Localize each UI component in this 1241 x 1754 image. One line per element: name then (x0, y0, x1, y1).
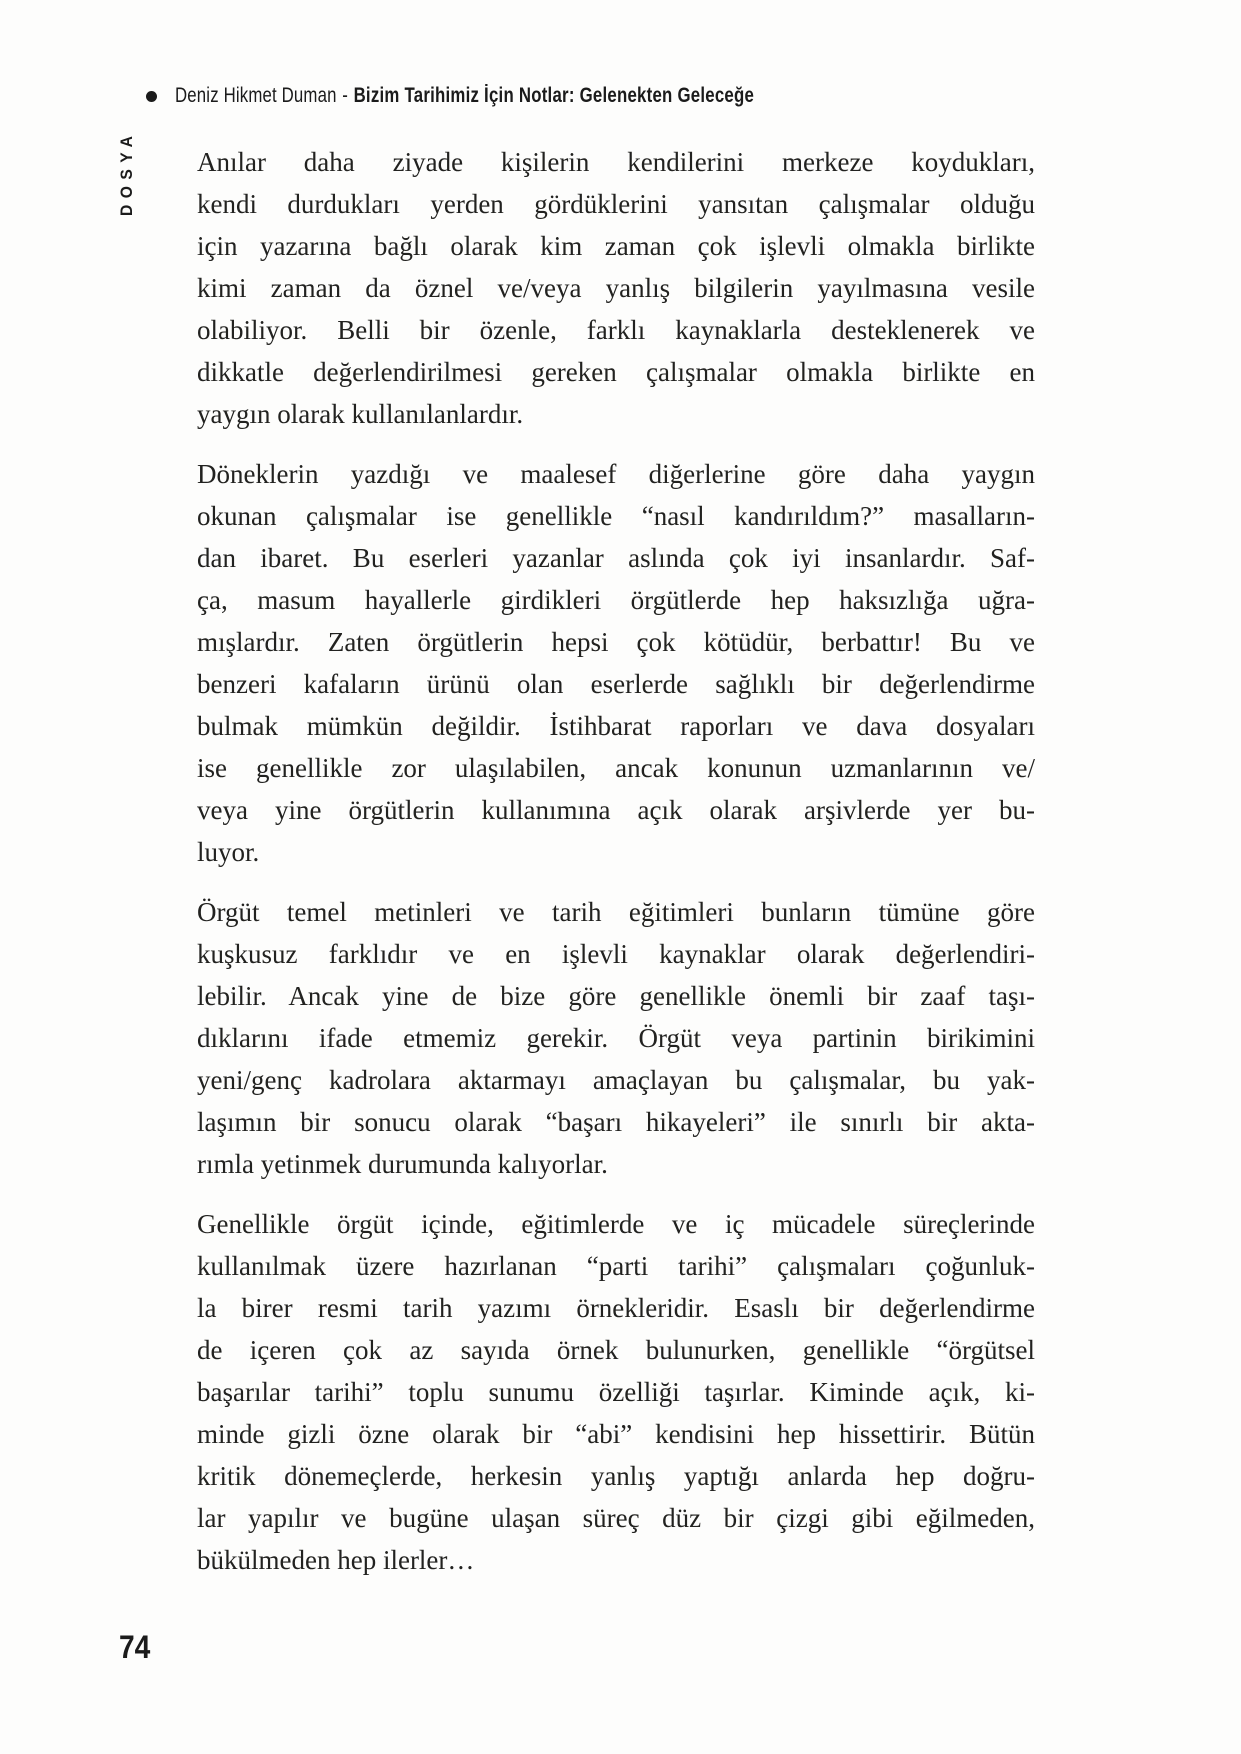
text-line: bükülmeden hep ilerler… (197, 1545, 475, 1575)
text-line: dıklarını ifade etmemiz gerekir. Örgüt veya partinin birikimini (197, 1023, 1035, 1053)
paragraph (197, 453, 1035, 873)
header-author: Deniz Hikmet Duman (175, 84, 337, 107)
body-text (197, 141, 1035, 1599)
text-line: Genellikle örgüt içinde, eğitimlerde ve iç mücadele süreçlerinde (197, 1209, 1035, 1239)
text-line: yaygın olarak kullanılanlardır. (197, 399, 524, 429)
text-line: lar yapılır ve bugüne ulaşan süreç düz bir çizgi gibi eğilmeden, (197, 1503, 1035, 1533)
paragraph (197, 891, 1035, 1185)
text-line: Döneklerin yazdığı ve maalesef diğerlerine göre daha yaygın (197, 459, 1035, 489)
text-line: luyor. (197, 837, 260, 867)
text-line: kullanılmak üzere hazırlanan “parti tarihi” çalışmaları çoğunluk- (197, 1251, 1035, 1281)
text-line: okunan çalışmalar ise genellikle “nasıl kandırıldım?” masalların- (197, 501, 1035, 531)
text-line: mışlardır. Zaten örgütlerin hepsi çok kötüdür, berbattır! Bu ve (197, 627, 1035, 657)
header-title: Bizim Tarihimiz İçin Notlar: Gelenekten Geleceğe (353, 84, 755, 107)
text-line: kuşkusuz farklıdır ve en işlevli kaynaklar olarak değerlendiri- (197, 939, 1035, 969)
text-line: benzeri kafaların ürünü olan eserlerde sağlıklı bir değerlendirme (197, 669, 1035, 699)
text-line: de içeren çok az sayıda örnek bulunurken, genellikle “örgütsel (197, 1335, 1035, 1365)
page-number: 74 (119, 1629, 151, 1665)
text-line: minde gizli özne olarak bir “abi” kendisini hep hissettirir. Bütün (197, 1419, 1035, 1449)
dosya-label: DOSYA (117, 129, 136, 216)
text-line: ça, masum hayallerle girdikleri örgütlerde hep haksızlığa uğra- (197, 585, 1035, 615)
text-line: kritik dönemeçlerde, herkesin yanlış yaptığı anlarda hep doğru- (197, 1461, 1035, 1491)
text-line: dikkatle değerlendirilmesi gereken çalışmalar olmakla birlikte en (197, 357, 1035, 387)
text-line: Örgüt temel metinleri ve tarih eğitimleri bunların tümüne göre (197, 897, 1035, 927)
paragraph (197, 141, 1035, 435)
text-line: kendi durdukları yerden gördüklerini yansıtan çalışmalar olduğu (197, 189, 1035, 219)
text-line: olabiliyor. Belli bir özenle, farklı kaynaklarla desteklenerek ve (197, 315, 1035, 345)
paragraph (197, 1203, 1035, 1581)
text-line: veya yine örgütlerin kullanımına açık olarak arşivlerde yer bu- (197, 795, 1035, 825)
text-line: yeni/genç kadrolara aktarmayı amaçlayan bu çalışmalar, bu yak- (197, 1065, 1035, 1095)
page-header (146, 84, 899, 108)
text-line: bulmak mümkün değildir. İstihbarat raporları ve dava dosyaları (197, 711, 1035, 741)
text-line: laşımın bir sonucu olarak “başarı hikayeleri” ile sınırlı bir akta- (197, 1107, 1035, 1137)
text-line: rımla yetinmek durumunda kalıyorlar. (197, 1149, 608, 1179)
text-line: kimi zaman da öznel ve/veya yanlış bilgilerin yayılmasına vesile (197, 273, 1035, 303)
text-line: Anılar daha ziyade kişilerin kendilerini merkeze koydukları, (197, 147, 1035, 177)
text-line: dan ibaret. Bu eserleri yazanlar aslında çok iyi insanlardır. Saf- (197, 543, 1035, 573)
text-line: başarılar tarihi” toplu sunumu özelliği taşırlar. Kiminde açık, ki- (197, 1377, 1035, 1407)
header-separator: - (342, 84, 348, 107)
text-line: için yazarına bağlı olarak kim zaman çok işlevli olmakla birlikte (197, 231, 1035, 261)
text-line: la birer resmi tarih yazımı örnekleridir. Esaslı bir değerlendirme (197, 1293, 1035, 1323)
text-line: ise genellikle zor ulaşılabilen, ancak konunun uzmanlarının ve/ (197, 753, 1035, 783)
bullet-icon (146, 91, 157, 102)
text-line: lebilir. Ancak yine de bize göre genellikle önemli bir zaaf taşı- (197, 981, 1035, 1011)
